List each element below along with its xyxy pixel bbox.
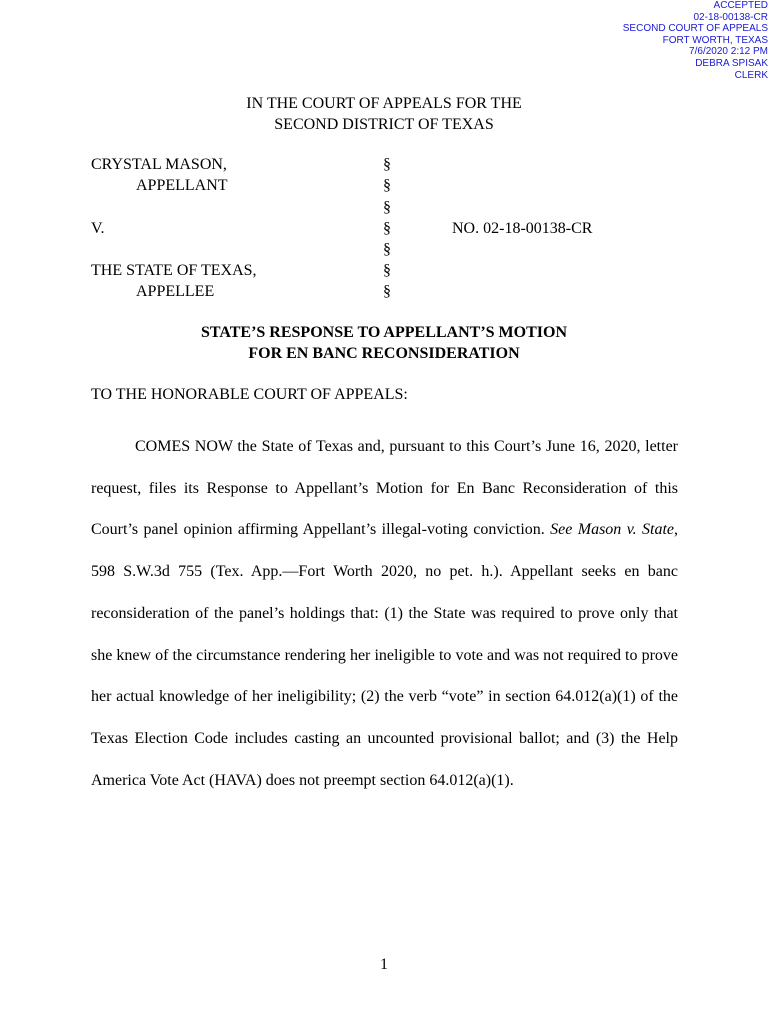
body-text-part-2: , 598 S.W.3d 755 (Tex. App.—Fort Worth 2020, no pet. h.). Appellant seeks en banc reconsideration of the panel’s holdings that: (1) the State was required to prove only that she knew of the circumstance rendering her ineligible to vote and was not required to prove her actual knowledge of her ineligibility; (2) the verb “vote” in section 64.012(a)(1) of the Texas Election Code includes casting an uncounted provisional ballot; and (3) the Help America Vote Act (HAVA) does not preempt section 64.012(a)(1). [91, 521, 678, 789]
section-symbol: § [383, 156, 391, 173]
stamp-line-court: SECOND COURT OF APPEALS [622, 23, 768, 35]
document-title [0, 322, 768, 364]
section-symbol: § [383, 199, 391, 216]
court-heading [0, 93, 768, 135]
appellant-role: APPELLANT [136, 177, 228, 194]
stamp-line-clerk-name: DEBRA SPISAK [695, 57, 768, 69]
section-symbol: § [383, 283, 391, 300]
document-title-line-2: FOR EN BANC RECONSIDERATION [248, 345, 520, 362]
salutation: TO THE HONORABLE COURT OF APPEALS: [91, 386, 408, 403]
stamp-line-timestamp: 7/6/2020 2:12 PM [689, 46, 768, 58]
stamp-line-case-number: 02-18-00138-CR [693, 11, 768, 23]
filing-stamp [468, 0, 768, 81]
section-symbol: § [383, 241, 391, 258]
stamp-line-location: FORT WORTH, TEXAS [662, 34, 768, 46]
court-heading-line-2: SECOND DISTRICT OF TEXAS [274, 116, 494, 133]
stamp-line-accepted: ACCEPTED [713, 0, 768, 11]
case-number: NO. 02-18-00138-CR [452, 220, 593, 237]
body-text-part-1: COMES NOW the State of Texas and, pursuant to this Court’s June 16, 2020, letter request, files its Response to Appellant’s Motion for En Banc Reconsideration of this Court’s panel opinion affirming Appellant’s illegal-voting conviction. [91, 438, 678, 539]
appellee-name: THE STATE OF TEXAS, [91, 262, 257, 279]
stamp-line-clerk-title: CLERK [734, 69, 768, 81]
page-number: 1 [380, 956, 388, 973]
case-citation: See Mason v. State [550, 521, 674, 539]
document-title-line-1: STATE’S RESPONSE TO APPELLANT’S MOTION [200, 324, 567, 341]
body-paragraph [91, 426, 678, 801]
section-symbol: § [383, 220, 391, 237]
section-symbol: § [383, 177, 391, 194]
versus-label: V. [91, 220, 105, 237]
section-symbol: § [383, 262, 391, 279]
court-heading-line-1: IN THE COURT OF APPEALS FOR THE [246, 95, 522, 112]
appellee-role: APPELLEE [136, 283, 215, 300]
appellant-name: CRYSTAL MASON, [91, 156, 227, 173]
